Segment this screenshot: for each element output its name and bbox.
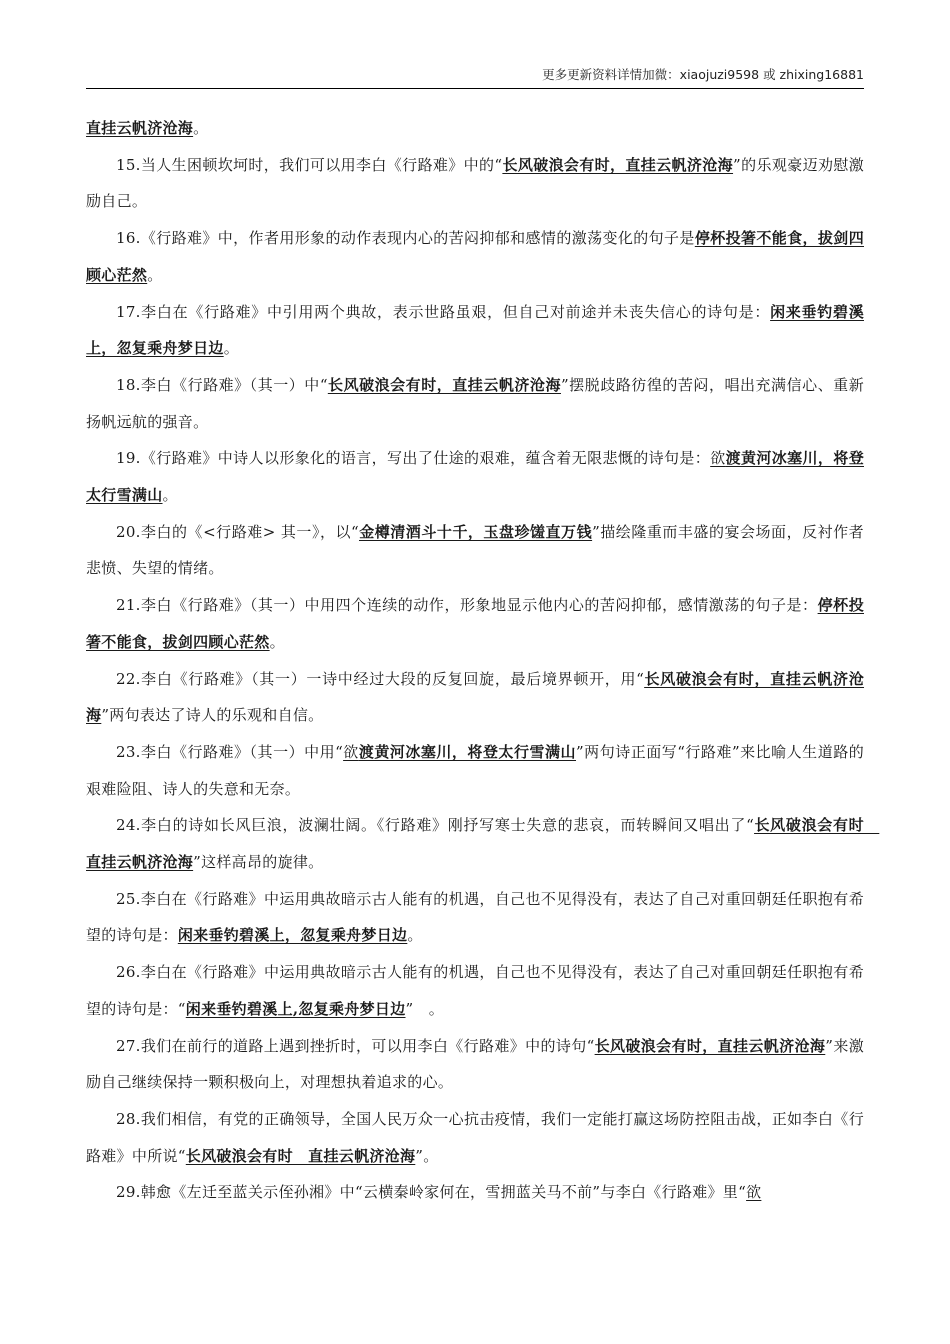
question-text: ”。 <box>415 1146 439 1165</box>
answer-text: 停杯投箸不能食，拔剑四顾心茫然 <box>86 229 864 284</box>
question-item <box>86 807 880 880</box>
question-text: 24.李白的诗如长风巨浪，波澜壮阔。《行路难》刚抒写寒士失意的悲哀，而转瞬间又唱出了“ <box>116 816 755 835</box>
answer-text-underlined: 欲 <box>343 742 359 761</box>
question-text: 18.李白《行路难》（其一）中“ <box>116 375 328 394</box>
answer-text: 长风破浪会有时，直挂云帆济沧海 <box>327 375 561 394</box>
paragraph-continuation <box>86 110 864 147</box>
question-text: ”的乐观豪迈劝慰激励自己。 <box>86 155 864 211</box>
question-text: 26.李白在《行路难》中运用典故暗示古人能有的机遇，自己也不见得没有，表达了自己对重回朝廷任职抱有希望的诗句是：“ <box>86 963 864 1018</box>
question-item <box>86 661 864 734</box>
question-text: 16.《行路难》中，作者用形象的动作表现内心的苦闷抑郁和感情的激荡变化的句子是 <box>116 229 695 248</box>
question-text: ”这样高昂的旋律。 <box>193 853 324 872</box>
question-text: 。 <box>223 339 240 358</box>
question-item <box>86 147 864 220</box>
question-item <box>86 1101 864 1174</box>
question-text: 27.我们在前行的道路上遇到挫折时，可以用李白《行路难》中的诗句“ <box>116 1036 595 1055</box>
answer-text-underlined: 欲 <box>746 1183 762 1202</box>
answer-text: 长风破浪会有时，直挂云帆济沧海 <box>86 669 865 725</box>
answer-text: 长风破浪会有时，直挂云帆济沧海 <box>594 1036 826 1055</box>
document-body <box>86 110 880 1211</box>
answer-text: 渡黄河冰塞川，将登太行雪满山 <box>86 449 864 505</box>
question-text: ”两句诗正面写“行路难”来比喻人生道路的艰难险阻、诗人的失意和无奈。 <box>86 742 865 798</box>
answer-text: 闲来垂钓碧溪上，忽复乘舟梦日边 <box>86 302 864 358</box>
answer-text: 金樽清酒斗十千，玉盘珍馐直万钱 <box>359 522 593 541</box>
question-item <box>86 954 864 1027</box>
answer-text: 长风破浪会有时 直挂云帆济沧海 <box>86 816 880 872</box>
question-item <box>86 367 864 440</box>
question-item <box>86 1174 864 1211</box>
question-text: 。 <box>162 486 178 505</box>
question-text: 22.李白《行路难》（其一）一诗中经过大段的反复回旋，最后境界顿开，用“ <box>116 669 645 688</box>
question-text: 17.李白在《行路难》中引用两个典故，表示世路虽艰，但自己对前途并未丧失信心的诗句是： <box>116 302 771 321</box>
question-item <box>86 881 864 954</box>
question-item <box>86 220 864 293</box>
question-item <box>86 294 864 367</box>
question-text: 28.我们相信，有党的正确领导，全国人民万众一心抗击疫情，我们一定能打赢这场防控阻击战，正如李白《行路难》中所说“ <box>86 1109 864 1165</box>
answer-text-underlined: 欲 <box>710 449 726 468</box>
answer-text: 停杯投箸不能食，拔剑四顾心茫然 <box>86 596 864 651</box>
question-item <box>86 587 864 660</box>
question-item <box>86 734 864 807</box>
question-text: 15.当人生困顿坎坷时，我们可以用李白《行路难》中的“ <box>116 155 503 174</box>
question-text: 25.李白在《行路难》中运用典故暗示古人能有的机遇，自己也不见得没有，表达了自己对重回朝廷任职抱有希望的诗句是： <box>86 889 864 945</box>
question-text: 。 <box>269 632 285 651</box>
question-item <box>86 1028 864 1101</box>
question-text: 23.李白《行路难》（其一）中用“ <box>116 742 344 761</box>
question-item <box>86 514 864 587</box>
question-text: 19.《行路难》中诗人以形象化的语言，写出了仕途的艰难，蕴含着无限悲慨的诗句是： <box>116 449 711 468</box>
question-item <box>86 440 864 513</box>
answer-text: 闲来垂钓碧溪上，忽复乘舟梦日边 <box>177 926 408 945</box>
question-text: ”来激励自己继续保持一颗积极向上，对理想执着追求的心。 <box>86 1036 864 1092</box>
answer-text: 直挂云帆济沧海 <box>86 119 194 137</box>
answer-text: 长风破浪会有时，直挂云帆济沧海 <box>502 155 734 174</box>
answer-text: 长风破浪会有时 直挂云帆济沧海 <box>185 1146 416 1165</box>
question-text: ”摆脱歧路彷徨的苦闷，唱出充满信心、重新扬帆远航的强音。 <box>86 375 865 431</box>
question-text: 。 <box>407 926 423 945</box>
page-header <box>86 66 864 89</box>
question-text: 29.韩愈《左迁至蓝关示侄孙湘》中“云横秦岭家何在，雪拥蓝关马不前”与李白《行路难》里“ <box>116 1183 747 1202</box>
question-text: 。 <box>193 119 209 137</box>
question-text: ”两句表达了诗人的乐观和自信。 <box>101 706 324 725</box>
question-text: ” 。 <box>405 999 445 1018</box>
question-text: 20.李白的《<行路难> 其一》，以“ <box>116 522 359 541</box>
question-text: 21.李白《行路难》（其一）中用四个连续的动作，形象地显示他内心的苦闷抑郁，感情激荡的句子是： <box>116 596 818 615</box>
question-text: ”描绘隆重而丰盛的宴会场面，反衬作者悲愤、失望的情绪。 <box>86 522 864 578</box>
answer-text: 渡黄河冰塞川，将登太行雪满山 <box>358 742 576 761</box>
header-text: 更多更新资料详情加微：xiaojuzi9598 或 zhixing16881 <box>542 67 864 82</box>
answer-text: 闲来垂钓碧溪上,忽复乘舟梦日边 <box>185 999 406 1018</box>
question-text: 。 <box>147 265 163 284</box>
